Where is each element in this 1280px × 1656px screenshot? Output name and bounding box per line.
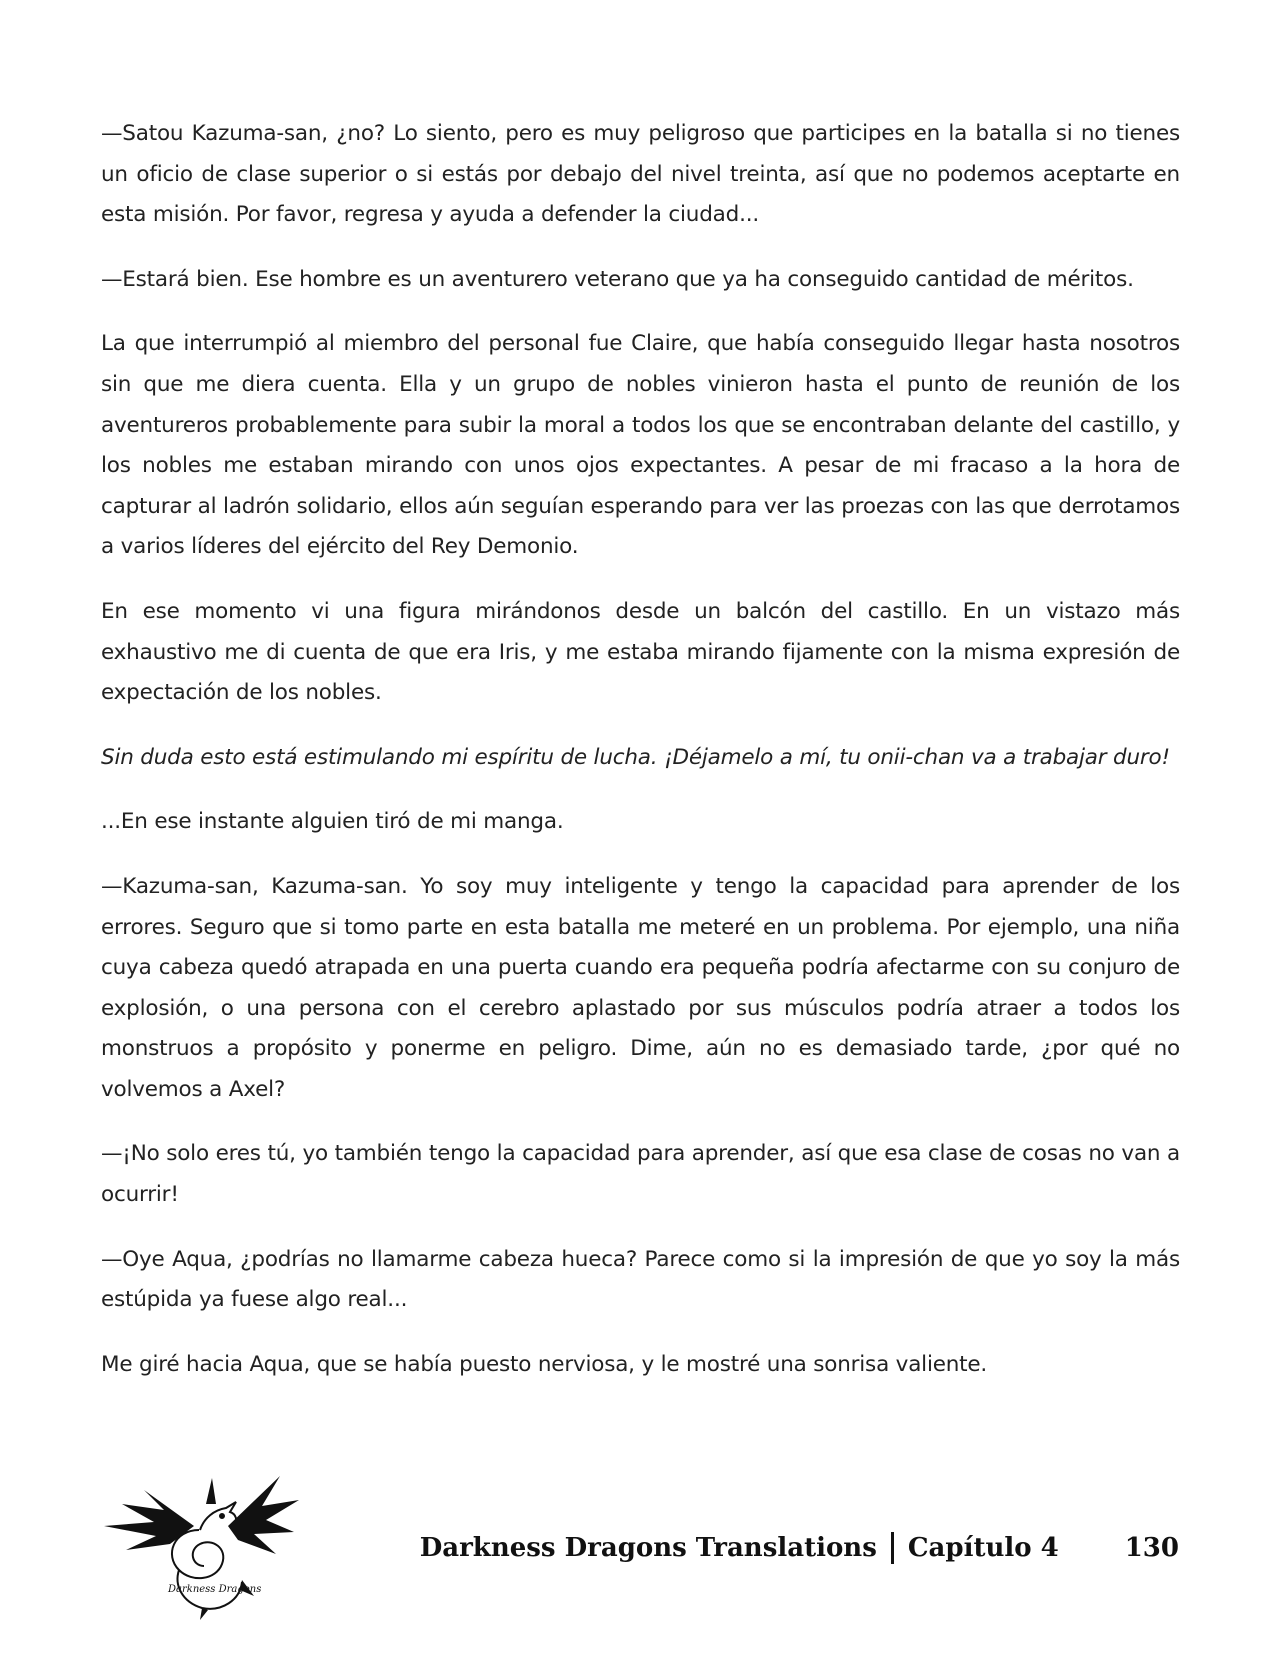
paragraph: —Satou Kazuma-san, ¿no? Lo siento, pero es muy peligroso que participes en la batalla si no tienes un oficio de clase superior o si estás por debajo del nivel treinta, así que no podemos aceptarte en esta misión. Por favor, regresa y ayuda a defender la ciudad... (101, 121, 1180, 228)
paragraph: En ese momento vi una figura mirándonos desde un balcón del castillo. En un vistazo más exhaustivo me di cuenta de que era Iris, y me estaba mirando fijamente con la misma expresión de expectación de los nobles. (101, 598, 1180, 706)
paragraph: —¡No solo eres tú, yo también tengo la capacidad para aprender, así que esa clase de cosas no van a ocurrir! (101, 1141, 1180, 1208)
paragraph: —Oye Aqua, ¿podrías no llamarme cabeza hueca? Parece como si la impresión de que yo soy la más estúpida ya fuese algo real... (101, 1246, 1180, 1313)
page-number: 130 (1124, 1533, 1179, 1563)
paragraph-italic: Sin duda esto está estimulando mi espíritu de lucha. ¡Déjamelo a mí, tu onii-chan va a trabajar duro! (101, 744, 1170, 770)
footer-text (420, 1532, 1179, 1564)
page-footer (0, 1460, 1280, 1620)
logo-text: Darkness Dragons (168, 1584, 262, 1595)
paragraph: La que interrumpió al miembro del personal fue Claire, que había conseguido llegar hasta nosotros sin que me diera cuenta. Ella y un grupo de nobles vinieron hasta el punto de reunión de los aventureros probablemente para subir la moral a todos los que se encontraban delante del castillo, y los nobles me estaban mirando con unos ojos expectantes. A pesar de mi fracaso a la hora de capturar al ladrón solidario, ellos aún seguían esperando para ver las proezas con las que derrotamos a varios líderes del ejército del Rey Demonio. (101, 331, 1180, 560)
dragon-logo-icon (104, 1470, 299, 1620)
paragraph: —Kazuma-san, Kazuma-san. Yo soy muy inteligente y tengo la capacidad para aprender de los errores. Seguro que si tomo parte en esta batalla me meteré en un problema. Por ejemplo, una niña cuya cabeza quedó atrapada en una puerta cuando era pequeña podría afectarme con su conjuro de explosión, o una persona con el cerebro aplastado por sus músculos podría atraer a todos los monstruos a propósito y ponerme en peligro. Dime, aún no es demasiado tarde, ¿por qué no volvemos a Axel? (101, 873, 1180, 1102)
paragraph: —Estará bien. Ese hombre es un aventurero veterano que ya ha conseguido cantidad de méritos. (101, 266, 1134, 292)
page-body (101, 114, 1180, 1409)
chapter-label: Capítulo 4 (907, 1533, 1059, 1563)
paragraph: ...En ese instante alguien tiró de mi manga. (101, 809, 564, 835)
group-name: Darkness Dragons Translations (419, 1533, 877, 1563)
paragraph: Me giré hacia Aqua, que se había puesto nerviosa, y le mostré una sonrisa valiente. (101, 1351, 988, 1377)
footer-separator (891, 1532, 894, 1564)
